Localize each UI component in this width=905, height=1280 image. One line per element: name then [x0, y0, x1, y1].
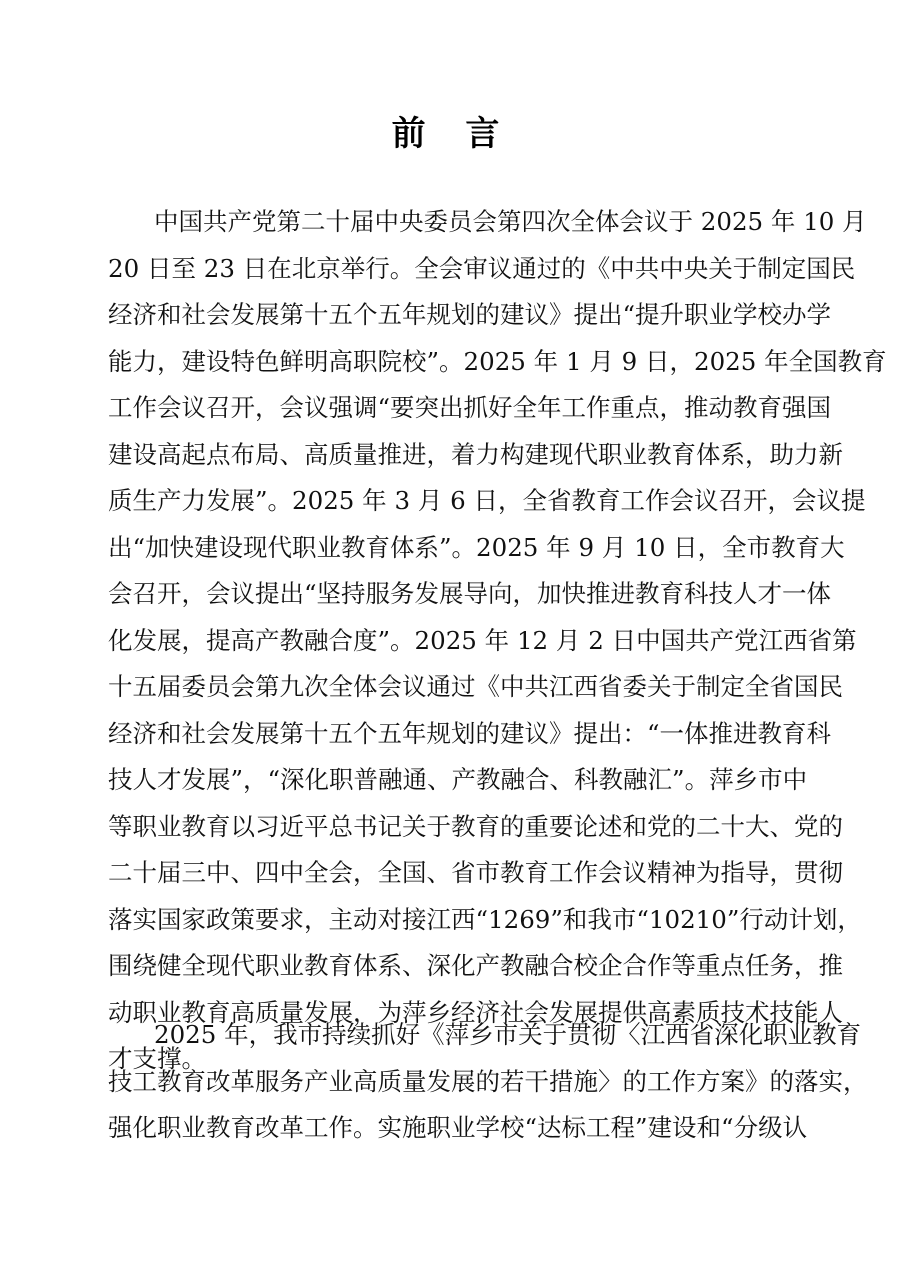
text-line: 围绕健全现代职业教育体系、深化产教融合校企合作等重点任务，推 — [108, 951, 843, 980]
text-line: 质生产力发展”。2025 年 3 月 6 日，全省教育工作会议召开，会议提 — [108, 486, 866, 515]
text-line: 建设高起点布局、高质量推进，着力构建现代职业教育体系，助力新 — [108, 439, 843, 469]
text-line: 2025 年，我市持续抓好《萍乡市关于贯彻〈江西省深化职业教育 — [154, 1020, 862, 1049]
text-line: 动职业教育高质量发展，为萍乡经济社会发展提供高素质技术技能人 — [108, 997, 843, 1027]
text-line: 十五届委员会第九次全体会议通过《中共江西省委关于制定全省国民 — [108, 672, 843, 701]
text-line: 二十届三中、四中全会，全国、省市教育工作会议精神为指导，贯彻 — [108, 858, 843, 887]
text-line: 经济和社会发展第十五个五年规划的建议》提出“提升职业学校办学 — [108, 300, 832, 329]
text-line: 才支撑。 — [108, 1044, 206, 1073]
text-line: 能力，建设特色鲜明高职院校”。2025 年 1 月 9 日，2025 年全国教育 — [108, 346, 887, 376]
text-line: 出“加快建设现代职业教育体系”。2025 年 9 月 10 日，全市教育大 — [108, 532, 845, 562]
text-line: 技人才发展”，“深化职普融通、产教融合、科教融汇”。萍乡市中 — [108, 765, 808, 794]
paragraph-1 — [108, 199, 887, 1083]
text-line: 会召开，会议提出“坚持服务发展导向，加快推进教育科技人才一体 — [108, 579, 832, 608]
text-line: 中国共产党第二十届中央委员会第四次全体会议于 2025 年 10 月 — [154, 207, 867, 236]
text-line: 强化职业教育改革工作。实施职业学校“达标工程”建设和“分级认 — [108, 1113, 808, 1142]
text-line: 化发展，提高产教融合度”。2025 年 12 月 2 日中国共产党江西省第 — [108, 625, 857, 655]
text-line: 工作会议召开，会议强调“要突出抓好全年工作重点，推动教育强国 — [108, 393, 832, 422]
text-line: 经济和社会发展第十五个五年规划的建议》提出：“一体推进教育科 — [108, 718, 832, 748]
text-line: 20 日至 23 日在北京举行。全会审议通过的《中共中央关于制定国民 — [108, 253, 856, 283]
text-line: 技工教育改革服务产业高质量发展的若干措施〉的工作方案》的落实， — [108, 1066, 868, 1096]
text-line: 落实国家政策要求，主动对接江西“1269”和我市“10210”行动计划， — [108, 904, 862, 934]
text-line: 等职业教育以习近平总书记关于教育的重要论述和党的二十大、党的 — [108, 811, 843, 841]
page-title: 前 言 — [391, 114, 514, 154]
